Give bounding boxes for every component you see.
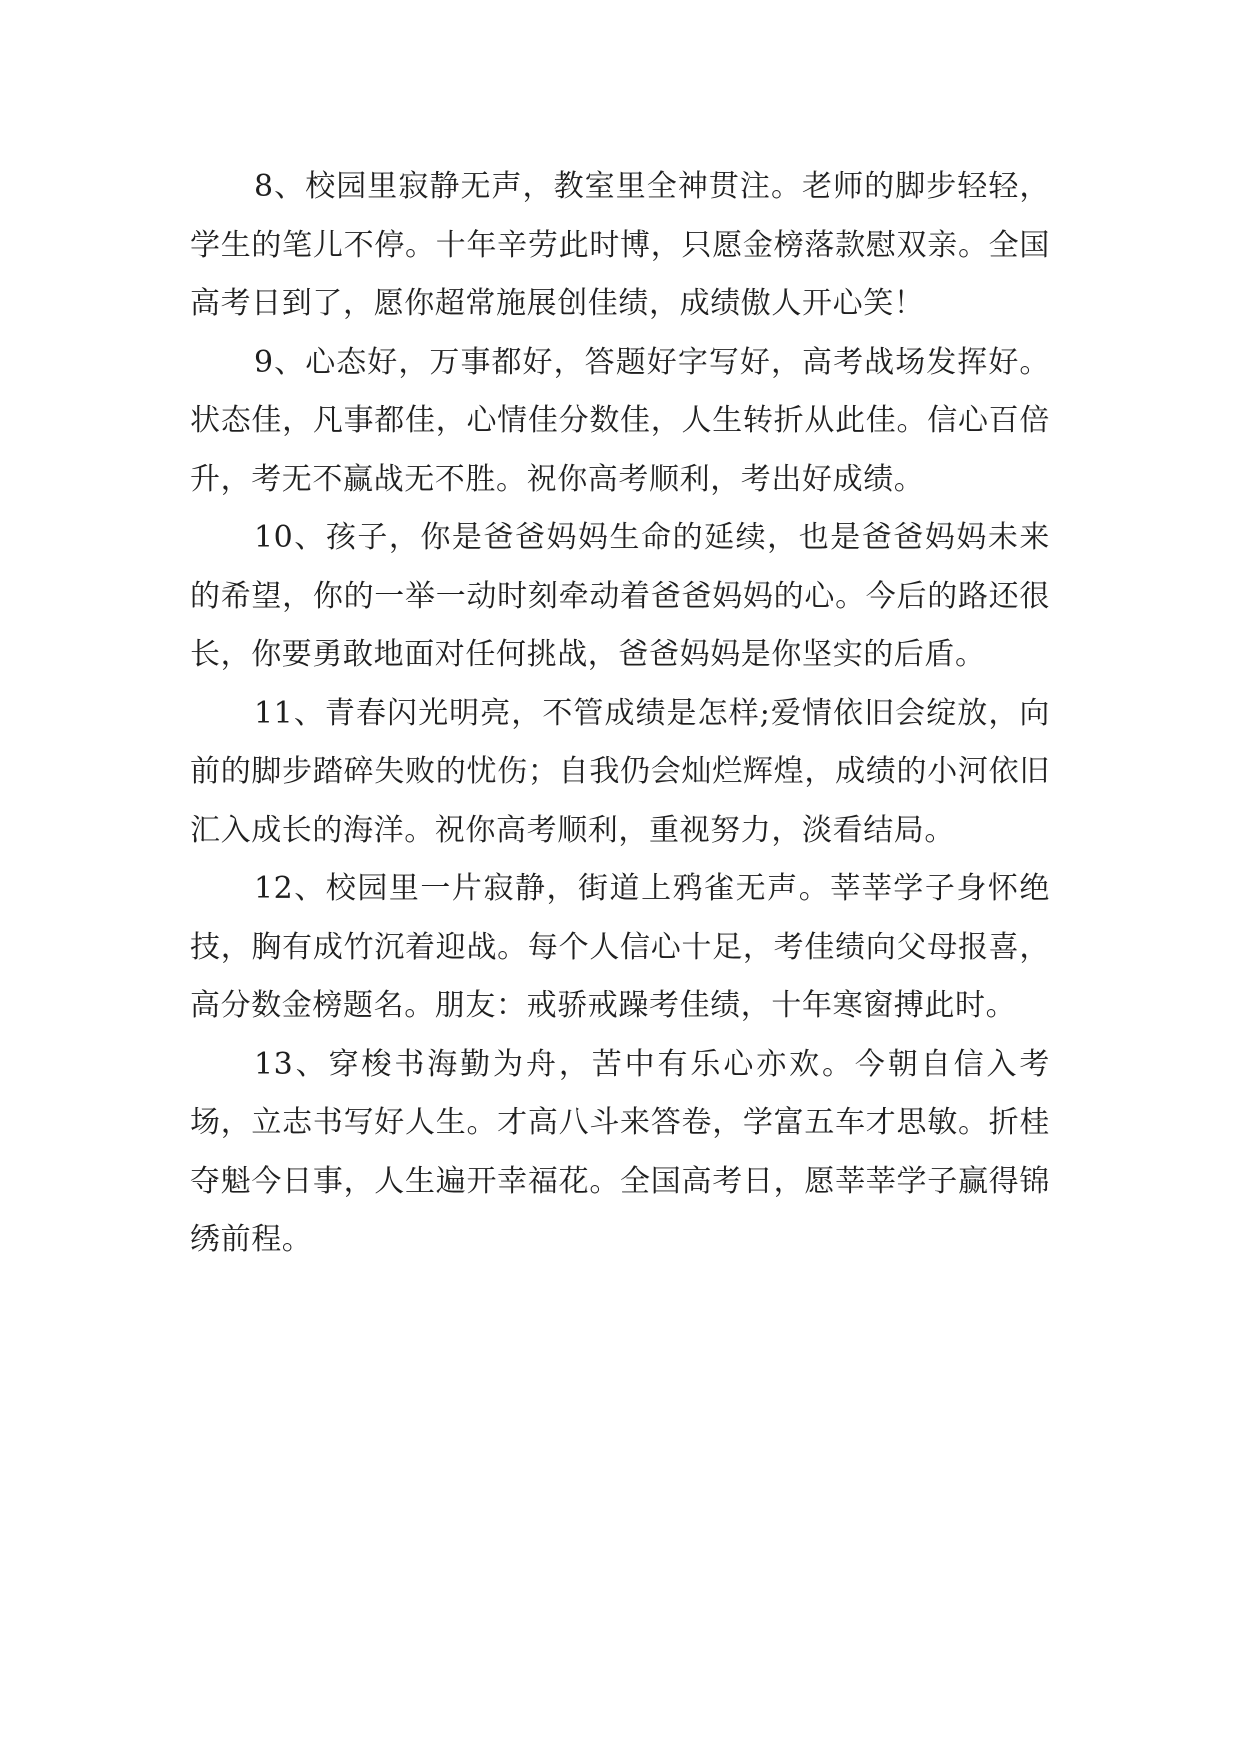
paragraph-10: 10、孩子，你是爸爸妈妈生命的延续，也是爸爸妈妈未来的希望，你的一举一动时刻牵动着爸爸妈妈的心。今后的路还很长，你要勇敢地面对任何挑战，爸爸妈妈是你坚实的后盾。 bbox=[190, 520, 1050, 672]
paragraph-13: 13、穿梭书海勤为舟，苦中有乐心亦欢。今朝自信入考场，立志书写好人生。才高八斗来答卷，学富五车才思敏。折桂夺魁今日事，人生遍开幸福花。全国高考日，愿莘莘学子赢得锦绣前程。 bbox=[190, 1046, 1050, 1257]
paragraph-9: 9、心态好，万事都好，答题好字写好，高考战场发挥好。状态佳，凡事都佳，心情佳分数佳，人生转折从此佳。信心百倍升，考无不赢战无不胜。祝你高考顺利，考出好成绩。 bbox=[190, 344, 1050, 497]
paragraph-12: 12、校园里一片寂静，街道上鸦雀无声。莘莘学子身怀绝技，胸有成竹沉着迎战。每个人信心十足，考佳绩向父母报喜，高分数金榜题名。朋友：戒骄戒躁考佳绩，十年寒窗搏此时。 bbox=[190, 871, 1050, 1023]
paragraph-11: 11、青春闪光明亮，不管成绩是怎样;爱情依旧会绽放，向前的脚步踏碎失败的忧伤；自我仍会灿烂辉煌，成绩的小河依旧汇入成长的海洋。祝你高考顺利，重视努力，淡看结局。 bbox=[190, 695, 1050, 848]
paragraph-8: 8、校园里寂静无声，教室里全神贯注。老师的脚步轻轻，学生的笔儿不停。十年辛劳此时博，只愿金榜落款慰双亲。全国高考日到了，愿你超常施展创佳绩，成绩傲人开心笑！ bbox=[190, 169, 1050, 321]
document-body bbox=[190, 158, 1050, 1270]
